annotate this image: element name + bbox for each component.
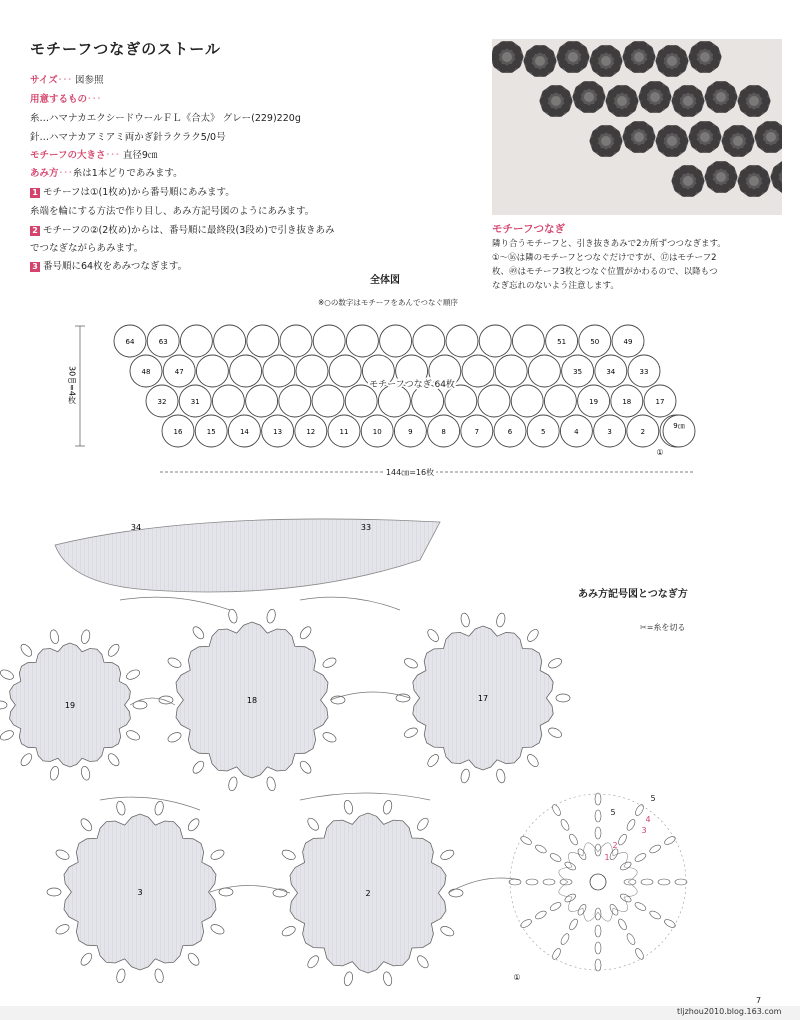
chart-round-number: 2 xyxy=(612,841,618,850)
motif-number: 48 xyxy=(141,368,151,376)
chain-link xyxy=(448,878,520,893)
motif-size-line: モチーフの大きさ･･･ 直径9㎝ xyxy=(30,150,158,161)
motif-number: 64 xyxy=(125,338,135,346)
chain-link xyxy=(330,692,410,700)
motif-number: 31 xyxy=(190,398,200,406)
motif-number: 32 xyxy=(157,398,167,406)
chain-link xyxy=(210,885,290,893)
step-number-badge: 3 xyxy=(30,262,40,272)
motif-size-value: 直径9㎝ xyxy=(122,150,158,161)
motif-number: 63 xyxy=(158,338,168,346)
motif-number: 19 xyxy=(589,398,599,406)
start-marker: ① xyxy=(656,448,664,457)
size-value: 図参照 xyxy=(75,75,104,86)
motif-number: 15 xyxy=(206,428,216,436)
chart-motif xyxy=(396,612,570,783)
step-1-cont: 糸端を輪にする方法で作り目し、あみ方記号図のようにあみます。 xyxy=(30,206,315,217)
cut-yarn-icon: ✂ xyxy=(640,623,647,632)
photo-caption-line: 枚、㊾はモチーフ3枚とつなぐ位置がかわるので、以降もつ xyxy=(492,267,718,277)
motif-number: 16 xyxy=(173,428,183,436)
motif-number: 4 xyxy=(574,428,579,436)
chart-round-number: 5 xyxy=(610,808,616,817)
chart-motif xyxy=(47,800,233,983)
page-number: 7 xyxy=(756,996,762,1005)
motif-number: 11 xyxy=(339,428,349,436)
motif-number: 12 xyxy=(306,428,316,436)
chart-round-number: 1 xyxy=(604,853,610,862)
chart-top-motif-number: 34 xyxy=(130,523,142,532)
step-1: 1 モチーフは①(1枚め)から番号順にあみます。 xyxy=(30,184,235,198)
chart-start-marker: ① xyxy=(513,973,521,982)
photo-caption-title: モチーフつなぎ xyxy=(492,223,565,235)
photo-caption-line: なぎ忘れのないよう注意します。 xyxy=(492,281,619,291)
chart-motif xyxy=(159,608,345,791)
motif-number: 49 xyxy=(623,338,633,346)
step-2-cont: でつなぎながらあみます。 xyxy=(30,243,144,254)
footer-credit: tljzhou2010.blog.163.com xyxy=(677,1007,782,1016)
top-motif-band xyxy=(55,519,440,592)
photo-caption-line: 隣り合うモチーフと、引き抜きあみで2カ所ずつつなぎます。 xyxy=(492,239,726,249)
center-label: モチーフつなぎ 64枚 xyxy=(369,380,455,390)
motif-number: 18 xyxy=(622,398,632,406)
step-3: 3 番号順に64枚をあみつなぎます。 xyxy=(30,258,187,272)
motif-number: 34 xyxy=(606,368,616,376)
motif-number: 9 xyxy=(408,428,413,436)
motif-size-label: 9㎝ xyxy=(673,422,685,430)
step-2: 2 モチーフの②(2枚め)からは、番号順に最終段(3段め)で引き抜きあみ xyxy=(30,222,334,236)
motif-number: 3 xyxy=(607,428,612,436)
chart-motif-number: 18 xyxy=(246,696,258,705)
cut-yarn-legend: ✂=糸を切る xyxy=(640,623,686,632)
motif-number: 14 xyxy=(239,428,249,436)
chart-round-number: 5 xyxy=(650,794,656,803)
chain-link xyxy=(100,797,200,810)
motif-number: 8 xyxy=(441,428,446,436)
motif-number: 33 xyxy=(639,368,649,376)
chart-motif-number: 3 xyxy=(137,888,143,897)
chart-round-number: 3 xyxy=(641,826,647,835)
motif-number: 35 xyxy=(573,368,583,376)
chart-motif xyxy=(0,629,147,781)
chart-top-motif-number: 33 xyxy=(360,523,372,532)
chart-motif-number: 19 xyxy=(64,701,76,710)
width-dimension-label: 144㎝=16枚 xyxy=(385,468,435,477)
materials-line: 用意するもの･･･ xyxy=(30,94,102,105)
motif-1-symbol-chart xyxy=(509,793,687,971)
motif-number: 17 xyxy=(655,398,665,406)
motif-size-label: モチーフの大きさ xyxy=(30,150,106,161)
overall-diagram-note: ※○の数字はモチーフをあんでつなぐ順序 xyxy=(318,298,458,307)
motif-number: 50 xyxy=(590,338,600,346)
motif-number: 51 xyxy=(557,338,567,346)
step-number-badge: 2 xyxy=(30,226,40,236)
motif-number: 47 xyxy=(174,368,184,376)
motif-number: 6 xyxy=(507,428,513,436)
step-number-badge: 1 xyxy=(30,188,40,198)
method-line: あみ方･･･糸は1本どりであみます。 xyxy=(30,168,183,179)
overall-diagram-title: 全体図 xyxy=(370,275,400,286)
size-label: サイズ xyxy=(30,75,58,86)
chain-link xyxy=(120,597,230,610)
chart-motif-number: 17 xyxy=(477,694,489,703)
motif-number: 7 xyxy=(474,428,480,436)
motif-number: 5 xyxy=(540,428,546,436)
chart-motif xyxy=(273,799,463,986)
motif-number: 2 xyxy=(640,428,646,436)
method-value: 糸は1本どりであみます。 xyxy=(72,168,183,179)
chain-link xyxy=(300,793,430,800)
chart-motif-number: 2 xyxy=(365,889,371,898)
motif-number: 13 xyxy=(273,428,283,436)
photo-caption-line: ①～⑯は隣のモチーフとつなぐだけですが、⑰はモチーフ2 xyxy=(492,253,717,263)
size-line: サイズ･･･ 図参照 xyxy=(30,75,104,86)
needle-line: 針…ハマナカアミアミ両かぎ針ラクラク5/0号 xyxy=(30,132,226,143)
page-title: モチーフつなぎのストール xyxy=(30,40,221,58)
height-dimension-label: 30㎝=4枚 xyxy=(67,366,77,404)
yarn-line: 糸…ハマナカエクシードウールＦＬ《合太》 グレー(229)220g xyxy=(30,113,301,124)
chart-legend-title: あみ方記号図とつなぎ方 xyxy=(578,589,688,600)
motif-number: 10 xyxy=(372,428,382,436)
chain-link xyxy=(300,597,400,610)
method-label: あみ方 xyxy=(30,168,59,179)
chart-round-number: 4 xyxy=(645,815,651,824)
materials-label: 用意するもの xyxy=(30,94,88,105)
